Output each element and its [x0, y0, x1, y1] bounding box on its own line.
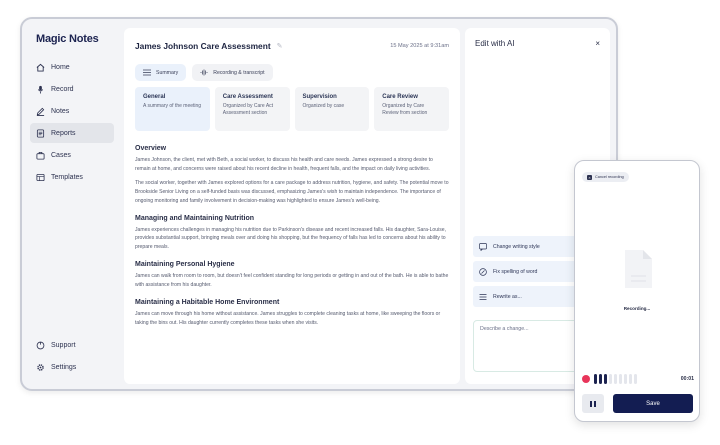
sidebar-item-label: Templates	[51, 173, 83, 181]
fix-spelling-button[interactable]: Fix spelling of word	[473, 261, 603, 282]
tab-recording-transcript[interactable]: Recording & transcript	[192, 64, 272, 81]
document-panel	[124, 28, 460, 384]
support-icon	[36, 341, 45, 350]
waveform-icon	[200, 69, 208, 76]
section-paragraph: James can walk from room to room, but doesn't feel confident standing for long periods or getting in and out of the bath. He is able to bathe with assistance from his daughter.	[135, 273, 449, 289]
section-paragraph: James can move through his home without assistance. James struggles to complete cleaning tasks at home, like sweeping the floors or taking the bins out. His daughter currently completes these tasks when she visits.	[135, 311, 441, 326]
ai-panel-header	[475, 39, 600, 48]
sidebar-item-notes[interactable]	[30, 101, 114, 121]
document-content	[135, 145, 449, 328]
sidebar-item-label: Settings	[51, 363, 77, 371]
save-button[interactable]: Save	[613, 394, 693, 413]
sidebar-item-record[interactable]	[30, 79, 114, 99]
sidebar-item-support[interactable]	[30, 335, 116, 355]
list-icon	[143, 69, 151, 76]
sidebar-item-home[interactable]	[30, 57, 114, 77]
section-paragraph: James Johnson, the client, met with Beth, a social worker, to discuss his health and care needs. James expressed a strong desire to remain at home, and concerns were raised about his recent decline in health, frequent falls, and the impact on daily living activities.	[135, 157, 433, 172]
gear-icon	[36, 363, 45, 372]
section-heading: Maintaining a Habitable Home Environment	[135, 299, 280, 307]
level-bar	[624, 374, 627, 384]
section-home-environment	[135, 299, 449, 328]
spellcheck-icon	[479, 268, 487, 276]
sidebar-item-templates[interactable]	[30, 167, 114, 187]
sidebar-item-cases[interactable]	[30, 145, 114, 165]
change-writing-style-button[interactable]: Change writing style	[473, 236, 603, 257]
recording-timer: 00:01	[680, 376, 694, 382]
sidebar-item-label: Support	[51, 341, 76, 349]
pause-button[interactable]	[582, 394, 604, 413]
template-card-care-review[interactable]: Care Review Organized by Care Review from section	[374, 87, 449, 131]
close-icon: ×	[588, 174, 591, 180]
recording-status: Recording...	[623, 306, 651, 311]
edit-title-icon[interactable]: ✎	[276, 43, 283, 50]
chat-icon	[479, 243, 487, 251]
section-paragraph: The social worker, together with James explored options for a care package to address nutrition, hygiene, and safety. The potential move to Brookside Senior Living on a self-funded basis was discussed, emphasizing James's wish to maintain independence. The importance of ongoing monitoring and family involvement in decision-making was highlighted to ensure James's well-being.	[135, 179, 449, 204]
sidebar-item-label: Notes	[51, 107, 70, 115]
home-icon	[36, 63, 45, 72]
tab-summary[interactable]: Summary	[135, 64, 186, 81]
close-icon[interactable]: ×	[595, 39, 600, 48]
app-logo: Magic Notes	[36, 33, 99, 45]
level-bar	[614, 374, 617, 384]
describe-change-input[interactable]: Describe a change...	[473, 320, 603, 372]
app-window	[20, 17, 618, 391]
level-bar	[604, 374, 607, 384]
page-title: James Johnson Care Assessment	[135, 41, 271, 51]
cancel-recording-button[interactable]: × Cancel recording	[582, 172, 629, 182]
level-bar	[609, 374, 612, 384]
sidebar-item-reports[interactable]	[30, 123, 114, 143]
sidebar-item-settings[interactable]	[30, 357, 116, 377]
level-bar	[619, 374, 622, 384]
pen-icon	[36, 107, 45, 116]
briefcase-icon	[36, 151, 45, 160]
section-overview	[135, 145, 449, 206]
section-heading: Overview	[135, 145, 167, 152]
pause-icon	[590, 401, 592, 407]
template-icon	[36, 173, 45, 182]
audio-level-meter	[582, 373, 694, 385]
ai-panel-title: Edit with AI	[475, 39, 515, 48]
level-bar	[599, 374, 602, 384]
section-hygiene	[135, 261, 449, 290]
level-bar	[634, 374, 637, 384]
sidebar-item-label: Home	[51, 63, 70, 71]
sidebar-footer	[30, 335, 116, 379]
sidebar-item-label: Record	[51, 85, 74, 93]
section-heading: Managing and Maintaining Nutrition	[135, 214, 254, 222]
template-card-supervision[interactable]: Supervision Organized by case	[295, 87, 370, 131]
section-heading: Maintaining Personal Hygiene	[135, 261, 235, 269]
level-bar	[594, 374, 597, 384]
view-tabs	[135, 64, 449, 81]
level-bar	[629, 374, 632, 384]
microphone-icon	[36, 85, 45, 94]
section-nutrition	[135, 215, 449, 253]
list-icon	[479, 293, 487, 301]
record-indicator-icon	[582, 375, 590, 383]
section-paragraph: James experiences challenges in managing his nutrition due to Parkinson's disease and recent increased falls. His daughter, Sara-Louise, provides substantial support, bringing meals over and doing his shopping, but the frequency of falls has led to concerns about his ability to prepare meals.	[135, 226, 447, 251]
document-header	[135, 39, 449, 53]
recorder-phone	[574, 160, 700, 422]
template-cards	[135, 87, 449, 131]
template-card-general[interactable]: General A summary of the meeting	[135, 87, 210, 131]
report-icon	[36, 129, 45, 138]
template-card-care-assessment[interactable]: Care Assessment Organized by Care Act Assessment section	[215, 87, 290, 131]
sidebar	[22, 19, 122, 389]
rewrite-as-button[interactable]: Rewrite as...	[473, 286, 603, 307]
sidebar-item-label: Reports	[51, 129, 76, 137]
document-icon	[623, 249, 653, 289]
sidebar-item-label: Cases	[51, 151, 71, 159]
document-date: 15 May 2025 at 9:31am	[390, 43, 449, 49]
